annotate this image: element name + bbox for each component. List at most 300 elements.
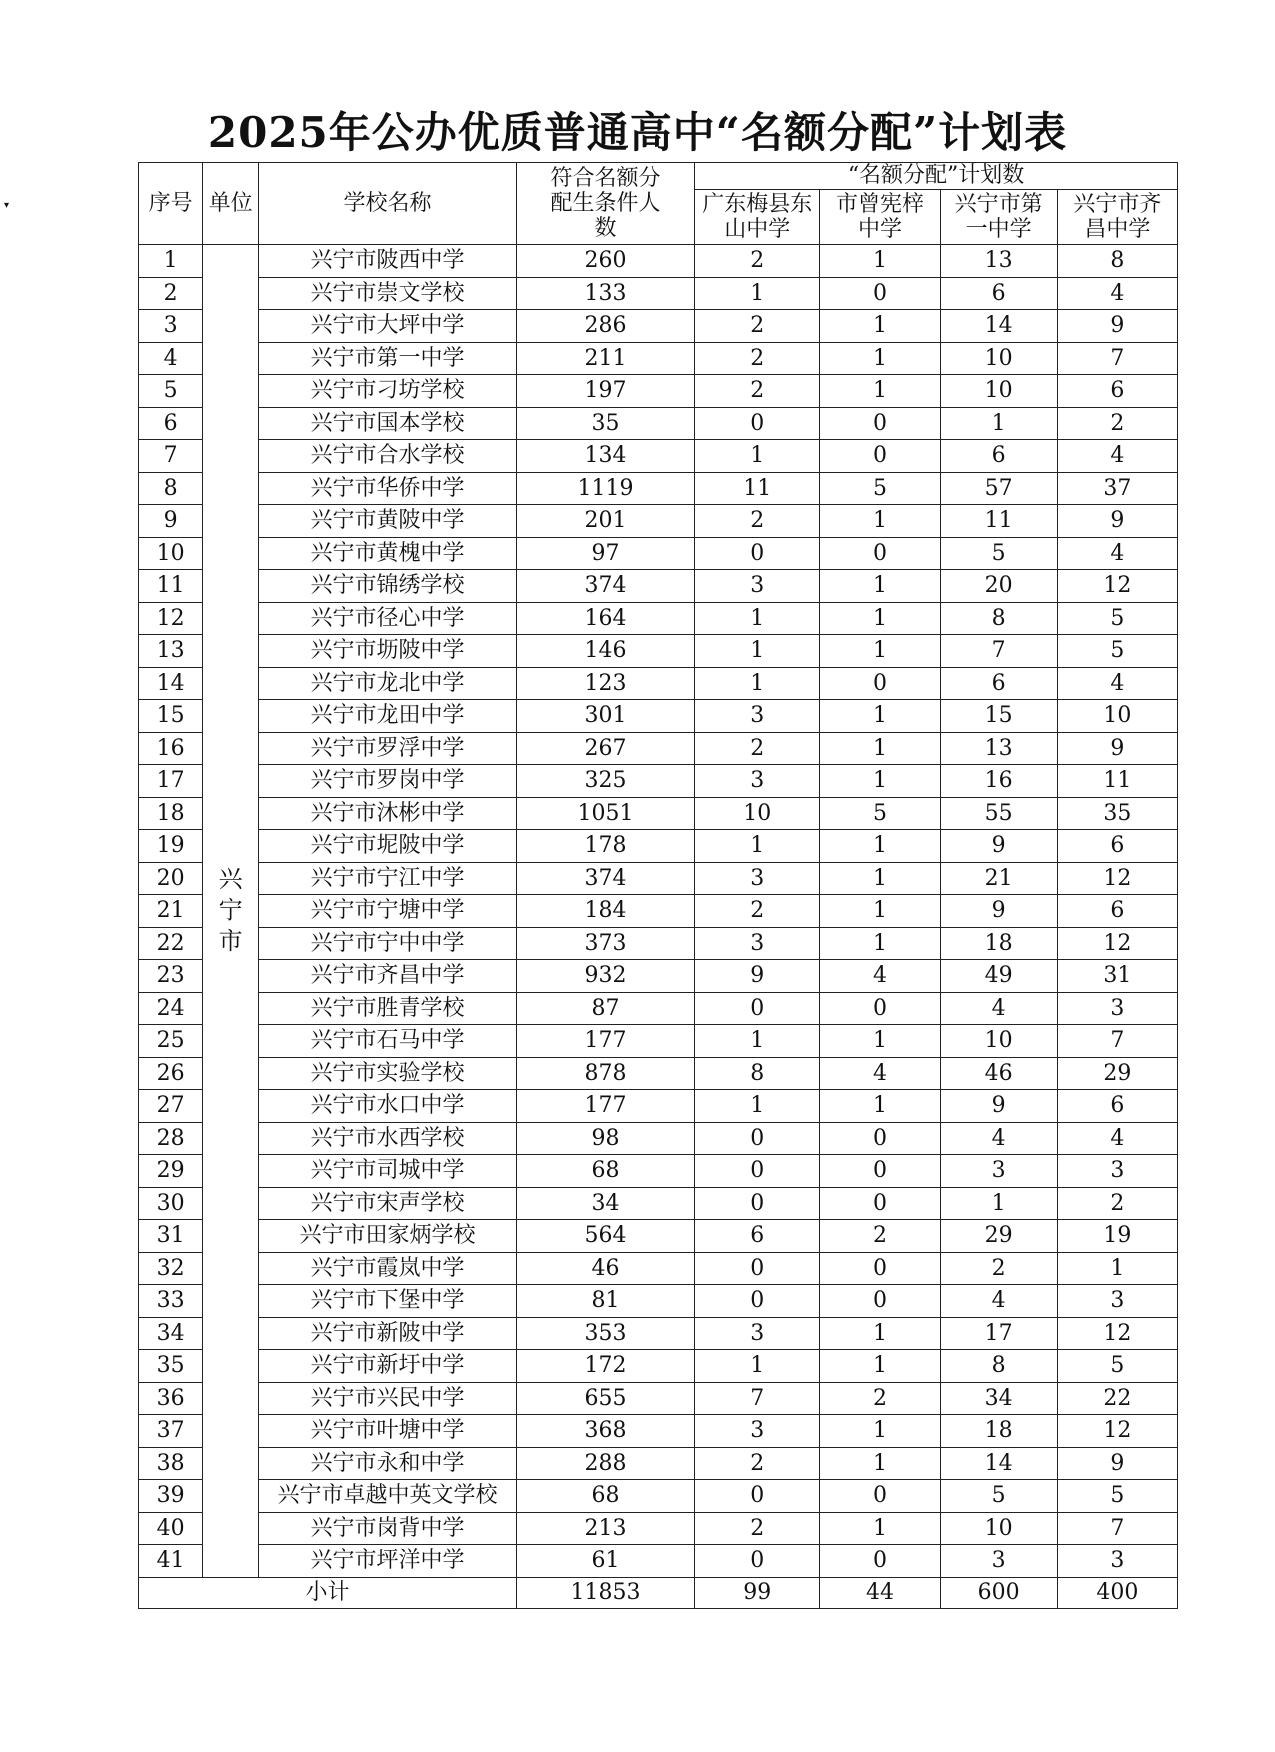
cell-zengxianzi: 1	[820, 1415, 940, 1448]
cell-school: 兴宁市实验学校	[259, 1057, 517, 1090]
cell-school: 兴宁市宁江中学	[259, 862, 517, 895]
table-row	[139, 895, 1178, 928]
cell-dongshan: 3	[695, 1317, 820, 1350]
cell-dongshan: 0	[695, 1480, 820, 1513]
cell-qichang: 19	[1057, 1220, 1177, 1253]
cell-dongshan: 0	[695, 407, 820, 440]
cell-dongshan: 6	[695, 1220, 820, 1253]
cell-eligible: 878	[516, 1057, 694, 1090]
cell-eligible: 98	[516, 1122, 694, 1155]
cell-dongshan: 2	[695, 732, 820, 765]
table-row	[139, 1187, 1178, 1220]
cell-diyi: 7	[940, 635, 1057, 668]
header-col-dongshan-text: 广东梅县东山中学	[702, 191, 813, 242]
table-row	[139, 1252, 1178, 1285]
cell-no: 4	[139, 342, 203, 375]
cell-school: 兴宁市华侨中学	[259, 472, 517, 505]
cell-dongshan: 2	[695, 342, 820, 375]
cell-diyi: 8	[940, 602, 1057, 635]
cell-school: 兴宁市卓越中英文学校	[259, 1480, 517, 1513]
cell-eligible: 201	[516, 505, 694, 538]
cell-dongshan: 0	[695, 537, 820, 570]
cell-qichang: 6	[1057, 895, 1177, 928]
cell-diyi: 10	[940, 342, 1057, 375]
cell-zengxianzi: 0	[820, 277, 940, 310]
cell-zengxianzi: 1	[820, 342, 940, 375]
table-row	[139, 342, 1178, 375]
table-row	[139, 830, 1178, 863]
cell-dongshan: 3	[695, 570, 820, 603]
table-row	[139, 1090, 1178, 1123]
cell-diyi: 14	[940, 1447, 1057, 1480]
cell-eligible: 373	[516, 927, 694, 960]
header-col-qichang	[1057, 190, 1177, 245]
cell-school: 兴宁市宁中中学	[259, 927, 517, 960]
subtotal-dongshan: 99	[695, 1577, 820, 1608]
cell-diyi: 16	[940, 765, 1057, 798]
table-row	[139, 1155, 1178, 1188]
cell-qichang: 8	[1057, 245, 1177, 278]
cell-diyi: 9	[940, 895, 1057, 928]
cell-zengxianzi: 1	[820, 1350, 940, 1383]
cell-diyi: 3	[940, 1155, 1057, 1188]
cell-dongshan: 8	[695, 1057, 820, 1090]
cell-eligible: 178	[516, 830, 694, 863]
cell-eligible: 1119	[516, 472, 694, 505]
table-row	[139, 505, 1178, 538]
cell-dongshan: 3	[695, 927, 820, 960]
table-row	[139, 1480, 1178, 1513]
cell-diyi: 18	[940, 1415, 1057, 1448]
header-col-zengxianzi	[820, 190, 940, 245]
table-row	[139, 1415, 1178, 1448]
cell-eligible: 177	[516, 1025, 694, 1058]
cell-qichang: 5	[1057, 1480, 1177, 1513]
cell-diyi: 57	[940, 472, 1057, 505]
cell-eligible: 325	[516, 765, 694, 798]
cell-school: 兴宁市水口中学	[259, 1090, 517, 1123]
cell-dongshan: 1	[695, 440, 820, 473]
cell-no: 14	[139, 667, 203, 700]
cell-diyi: 14	[940, 310, 1057, 343]
cell-no: 28	[139, 1122, 203, 1155]
cell-diyi: 18	[940, 927, 1057, 960]
table-row	[139, 667, 1178, 700]
cell-school: 兴宁市宋声学校	[259, 1187, 517, 1220]
corner-mark: ▾	[4, 200, 10, 211]
cell-no: 32	[139, 1252, 203, 1285]
cell-eligible: 134	[516, 440, 694, 473]
cell-school: 兴宁市合水学校	[259, 440, 517, 473]
cell-dongshan: 2	[695, 505, 820, 538]
cell-dongshan: 7	[695, 1382, 820, 1415]
cell-school: 兴宁市齐昌中学	[259, 960, 517, 993]
cell-zengxianzi: 1	[820, 830, 940, 863]
cell-eligible: 133	[516, 277, 694, 310]
cell-eligible: 288	[516, 1447, 694, 1480]
cell-school: 兴宁市大坪中学	[259, 310, 517, 343]
cell-zengxianzi: 0	[820, 1252, 940, 1285]
subtotal-diyi: 600	[940, 1577, 1057, 1608]
table-body	[139, 245, 1178, 1578]
table-row	[139, 1057, 1178, 1090]
cell-diyi: 34	[940, 1382, 1057, 1415]
cell-zengxianzi: 0	[820, 407, 940, 440]
cell-no: 29	[139, 1155, 203, 1188]
cell-school: 兴宁市宁塘中学	[259, 895, 517, 928]
cell-eligible: 46	[516, 1252, 694, 1285]
cell-eligible: 68	[516, 1480, 694, 1513]
cell-zengxianzi: 1	[820, 1317, 940, 1350]
cell-dongshan: 1	[695, 1090, 820, 1123]
cell-dongshan: 0	[695, 1187, 820, 1220]
cell-school: 兴宁市陂西中学	[259, 245, 517, 278]
cell-zengxianzi: 0	[820, 440, 940, 473]
cell-no: 2	[139, 277, 203, 310]
cell-dongshan: 9	[695, 960, 820, 993]
cell-no: 37	[139, 1415, 203, 1448]
cell-zengxianzi: 1	[820, 732, 940, 765]
table-row	[139, 992, 1178, 1025]
allocation-table	[138, 162, 1178, 1609]
unit-cell	[203, 245, 259, 1578]
cell-qichang: 9	[1057, 505, 1177, 538]
cell-diyi: 6	[940, 440, 1057, 473]
cell-dongshan: 1	[695, 602, 820, 635]
cell-school: 兴宁市石马中学	[259, 1025, 517, 1058]
cell-diyi: 20	[940, 570, 1057, 603]
cell-dongshan: 2	[695, 895, 820, 928]
cell-no: 10	[139, 537, 203, 570]
cell-qichang: 3	[1057, 1285, 1177, 1318]
cell-school: 兴宁市水西学校	[259, 1122, 517, 1155]
cell-dongshan: 0	[695, 1122, 820, 1155]
cell-dongshan: 3	[695, 765, 820, 798]
cell-no: 35	[139, 1350, 203, 1383]
cell-school: 兴宁市崇文学校	[259, 277, 517, 310]
cell-diyi: 10	[940, 375, 1057, 408]
table-row	[139, 602, 1178, 635]
cell-eligible: 34	[516, 1187, 694, 1220]
cell-school: 兴宁市沐彬中学	[259, 797, 517, 830]
cell-zengxianzi: 1	[820, 895, 940, 928]
cell-zengxianzi: 0	[820, 1480, 940, 1513]
cell-school: 兴宁市新圩中学	[259, 1350, 517, 1383]
cell-eligible: 35	[516, 407, 694, 440]
cell-dongshan: 1	[695, 635, 820, 668]
cell-zengxianzi: 1	[820, 1090, 940, 1123]
cell-school: 兴宁市永和中学	[259, 1447, 517, 1480]
cell-qichang: 4	[1057, 537, 1177, 570]
cell-zengxianzi: 0	[820, 1122, 940, 1155]
cell-eligible: 197	[516, 375, 694, 408]
cell-zengxianzi: 0	[820, 1285, 940, 1318]
table-row	[139, 1382, 1178, 1415]
cell-eligible: 353	[516, 1317, 694, 1350]
table-row	[139, 472, 1178, 505]
table-row	[139, 960, 1178, 993]
table-row	[139, 310, 1178, 343]
cell-school: 兴宁市下堡中学	[259, 1285, 517, 1318]
cell-diyi: 2	[940, 1252, 1057, 1285]
cell-dongshan: 1	[695, 667, 820, 700]
cell-diyi: 46	[940, 1057, 1057, 1090]
cell-no: 40	[139, 1512, 203, 1545]
cell-no: 1	[139, 245, 203, 278]
cell-diyi: 55	[940, 797, 1057, 830]
table-row	[139, 732, 1178, 765]
cell-qichang: 2	[1057, 1187, 1177, 1220]
cell-eligible: 1051	[516, 797, 694, 830]
table-row	[139, 440, 1178, 473]
cell-dongshan: 1	[695, 830, 820, 863]
cell-qichang: 4	[1057, 440, 1177, 473]
cell-qichang: 9	[1057, 310, 1177, 343]
cell-qichang: 4	[1057, 667, 1177, 700]
table-row	[139, 407, 1178, 440]
cell-diyi: 13	[940, 732, 1057, 765]
cell-diyi: 6	[940, 667, 1057, 700]
header-eligible	[516, 163, 694, 245]
cell-diyi: 4	[940, 1285, 1057, 1318]
table-row	[139, 1447, 1178, 1480]
cell-zengxianzi: 0	[820, 992, 940, 1025]
cell-no: 8	[139, 472, 203, 505]
cell-qichang: 9	[1057, 732, 1177, 765]
cell-eligible: 267	[516, 732, 694, 765]
cell-school: 兴宁市胜青学校	[259, 992, 517, 1025]
cell-diyi: 15	[940, 700, 1057, 733]
cell-diyi: 49	[940, 960, 1057, 993]
cell-no: 16	[139, 732, 203, 765]
cell-qichang: 10	[1057, 700, 1177, 733]
cell-zengxianzi: 5	[820, 797, 940, 830]
cell-no: 22	[139, 927, 203, 960]
cell-diyi: 9	[940, 1090, 1057, 1123]
cell-school: 兴宁市锦绣学校	[259, 570, 517, 603]
cell-eligible: 213	[516, 1512, 694, 1545]
cell-no: 26	[139, 1057, 203, 1090]
subtotal-qichang: 400	[1057, 1577, 1177, 1608]
cell-qichang: 2	[1057, 407, 1177, 440]
cell-dongshan: 1	[695, 1350, 820, 1383]
table-row	[139, 1220, 1178, 1253]
table-row	[139, 635, 1178, 668]
cell-zengxianzi: 4	[820, 1057, 940, 1090]
subtotal-zengxianzi: 44	[820, 1577, 940, 1608]
cell-no: 17	[139, 765, 203, 798]
cell-no: 27	[139, 1090, 203, 1123]
cell-eligible: 286	[516, 310, 694, 343]
table-row	[139, 1350, 1178, 1383]
cell-dongshan: 0	[695, 1545, 820, 1578]
cell-school: 兴宁市叶塘中学	[259, 1415, 517, 1448]
cell-school: 兴宁市黄陂中学	[259, 505, 517, 538]
cell-eligible: 655	[516, 1382, 694, 1415]
cell-diyi: 5	[940, 1480, 1057, 1513]
cell-qichang: 5	[1057, 602, 1177, 635]
cell-diyi: 8	[940, 1350, 1057, 1383]
cell-dongshan: 2	[695, 245, 820, 278]
cell-eligible: 260	[516, 245, 694, 278]
cell-no: 36	[139, 1382, 203, 1415]
cell-no: 13	[139, 635, 203, 668]
cell-qichang: 29	[1057, 1057, 1177, 1090]
header-unit: 单位	[203, 163, 259, 245]
table-row	[139, 700, 1178, 733]
cell-zengxianzi: 0	[820, 537, 940, 570]
cell-school: 兴宁市坜陂中学	[259, 635, 517, 668]
cell-qichang: 3	[1057, 992, 1177, 1025]
cell-dongshan: 0	[695, 1155, 820, 1188]
cell-eligible: 146	[516, 635, 694, 668]
cell-school: 兴宁市罗浮中学	[259, 732, 517, 765]
cell-dongshan: 2	[695, 375, 820, 408]
cell-diyi: 3	[940, 1545, 1057, 1578]
cell-dongshan: 3	[695, 862, 820, 895]
cell-eligible: 81	[516, 1285, 694, 1318]
cell-zengxianzi: 2	[820, 1220, 940, 1253]
cell-no: 12	[139, 602, 203, 635]
cell-qichang: 5	[1057, 1350, 1177, 1383]
table-row	[139, 245, 1178, 278]
cell-qichang: 12	[1057, 1317, 1177, 1350]
cell-zengxianzi: 2	[820, 1382, 940, 1415]
table-row	[139, 862, 1178, 895]
cell-qichang: 22	[1057, 1382, 1177, 1415]
cell-qichang: 35	[1057, 797, 1177, 830]
cell-qichang: 11	[1057, 765, 1177, 798]
cell-no: 20	[139, 862, 203, 895]
cell-zengxianzi: 1	[820, 245, 940, 278]
cell-diyi: 13	[940, 245, 1057, 278]
cell-no: 6	[139, 407, 203, 440]
cell-school: 兴宁市司城中学	[259, 1155, 517, 1188]
header-col-zengxianzi-text: 市曾宪梓中学	[836, 191, 925, 242]
cell-zengxianzi: 1	[820, 862, 940, 895]
cell-school: 兴宁市田家炳学校	[259, 1220, 517, 1253]
cell-qichang: 7	[1057, 342, 1177, 375]
table-row	[139, 537, 1178, 570]
table-row	[139, 1512, 1178, 1545]
cell-dongshan: 3	[695, 700, 820, 733]
cell-no: 30	[139, 1187, 203, 1220]
cell-diyi: 10	[940, 1025, 1057, 1058]
cell-zengxianzi: 0	[820, 1155, 940, 1188]
cell-school: 兴宁市径心中学	[259, 602, 517, 635]
cell-zengxianzi: 0	[820, 1187, 940, 1220]
header-col-dongshan	[695, 190, 820, 245]
cell-zengxianzi: 1	[820, 505, 940, 538]
table-row	[139, 1545, 1178, 1578]
cell-qichang: 3	[1057, 1545, 1177, 1578]
cell-eligible: 123	[516, 667, 694, 700]
cell-zengxianzi: 1	[820, 570, 940, 603]
subtotal-label: 小计	[139, 1577, 517, 1608]
cell-no: 18	[139, 797, 203, 830]
cell-eligible: 374	[516, 570, 694, 603]
cell-no: 38	[139, 1447, 203, 1480]
cell-dongshan: 2	[695, 1512, 820, 1545]
cell-diyi: 4	[940, 992, 1057, 1025]
header-eligible-text: 符合名额分配生条件人数	[550, 165, 661, 242]
cell-diyi: 9	[940, 830, 1057, 863]
cell-zengxianzi: 1	[820, 375, 940, 408]
cell-zengxianzi: 1	[820, 765, 940, 798]
header-school: 学校名称	[259, 163, 517, 245]
cell-eligible: 97	[516, 537, 694, 570]
cell-school: 兴宁市坭陂中学	[259, 830, 517, 863]
cell-diyi: 4	[940, 1122, 1057, 1155]
cell-no: 15	[139, 700, 203, 733]
cell-no: 3	[139, 310, 203, 343]
cell-dongshan: 0	[695, 992, 820, 1025]
cell-zengxianzi: 1	[820, 1025, 940, 1058]
cell-qichang: 6	[1057, 830, 1177, 863]
cell-eligible: 172	[516, 1350, 694, 1383]
cell-no: 7	[139, 440, 203, 473]
cell-eligible: 301	[516, 700, 694, 733]
cell-eligible: 184	[516, 895, 694, 928]
cell-diyi: 5	[940, 537, 1057, 570]
header-col-qichang-text: 兴宁市齐昌中学	[1073, 191, 1162, 242]
cell-no: 33	[139, 1285, 203, 1318]
cell-qichang: 1	[1057, 1252, 1177, 1285]
unit-name: 兴宁市	[218, 864, 243, 956]
cell-zengxianzi: 5	[820, 472, 940, 505]
cell-school: 兴宁市龙北中学	[259, 667, 517, 700]
cell-qichang: 6	[1057, 1090, 1177, 1123]
cell-eligible: 87	[516, 992, 694, 1025]
cell-diyi: 1	[940, 1187, 1057, 1220]
cell-qichang: 7	[1057, 1512, 1177, 1545]
cell-eligible: 68	[516, 1155, 694, 1188]
cell-dongshan: 0	[695, 1252, 820, 1285]
header-no: 序号	[139, 163, 203, 245]
cell-diyi: 17	[940, 1317, 1057, 1350]
cell-school: 兴宁市第一中学	[259, 342, 517, 375]
cell-school: 兴宁市坪洋中学	[259, 1545, 517, 1578]
cell-eligible: 177	[516, 1090, 694, 1123]
table-row	[139, 277, 1178, 310]
cell-zengxianzi: 4	[820, 960, 940, 993]
table-row	[139, 797, 1178, 830]
cell-diyi: 6	[940, 277, 1057, 310]
header-col-diyi	[940, 190, 1057, 245]
cell-eligible: 164	[516, 602, 694, 635]
cell-dongshan: 2	[695, 1447, 820, 1480]
cell-no: 21	[139, 895, 203, 928]
cell-no: 9	[139, 505, 203, 538]
table-row	[139, 1317, 1178, 1350]
cell-qichang: 12	[1057, 570, 1177, 603]
table-row	[139, 927, 1178, 960]
cell-eligible: 368	[516, 1415, 694, 1448]
cell-qichang: 31	[1057, 960, 1177, 993]
cell-zengxianzi: 1	[820, 700, 940, 733]
table-row	[139, 375, 1178, 408]
cell-no: 24	[139, 992, 203, 1025]
cell-school: 兴宁市罗岗中学	[259, 765, 517, 798]
cell-zengxianzi: 1	[820, 927, 940, 960]
table-row	[139, 1285, 1178, 1318]
table-row	[139, 1122, 1178, 1155]
cell-zengxianzi: 1	[820, 1447, 940, 1480]
cell-school: 兴宁市刁坊学校	[259, 375, 517, 408]
cell-diyi: 21	[940, 862, 1057, 895]
cell-school: 兴宁市黄槐中学	[259, 537, 517, 570]
cell-zengxianzi: 1	[820, 1512, 940, 1545]
